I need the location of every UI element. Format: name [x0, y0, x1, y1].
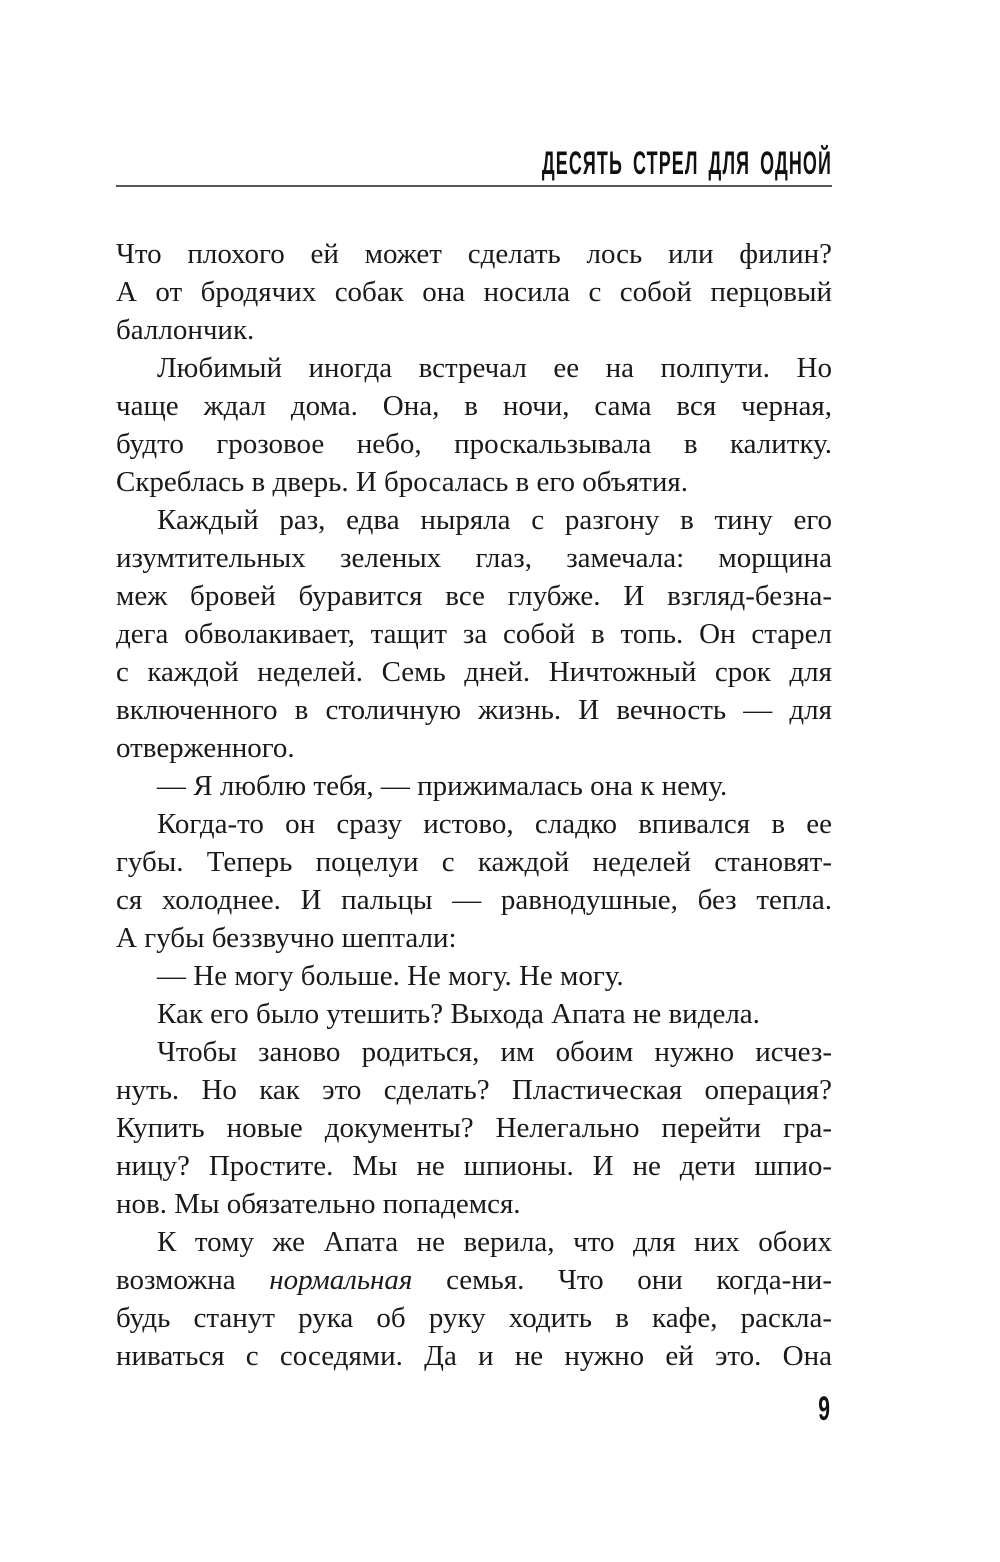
text-line — [116, 425, 832, 463]
text-segment: нуть. Но как это сделать? Пластическая операция? — [116, 1074, 832, 1106]
paragraph — [116, 501, 832, 767]
text-line — [116, 691, 832, 729]
text-segment: баллончик. — [116, 314, 255, 346]
text-segment: дега обволакивает, тащит за собой в топь. Он старел — [116, 618, 832, 650]
text-line — [116, 387, 832, 425]
italic-text: нормальная — [269, 1264, 413, 1296]
paragraph — [116, 767, 832, 805]
text-line — [116, 577, 832, 615]
text-segment: будто грозовое небо, проскальзывала в калитку. — [116, 428, 832, 460]
text-segment: отверженного. — [116, 732, 295, 764]
text-segment: с каждой неделей. Семь дней. Ничтожный срок для — [116, 656, 832, 688]
text-line — [116, 349, 832, 387]
text-line — [116, 1033, 832, 1071]
text-segment: Скреблась в дверь. И бросалась в его объятия. — [116, 466, 688, 498]
text-line — [116, 1147, 832, 1185]
text-segment: К тому же Апата не верила, что для них обоих — [157, 1226, 832, 1258]
text-line — [116, 501, 832, 539]
text-segment: — Я люблю тебя, — прижималась она к нему. — [157, 770, 728, 802]
page-number: 9 — [818, 1390, 830, 1428]
text-segment: ся холоднее. И пальцы — равнодушные, без тепла. — [116, 884, 832, 916]
text-line — [116, 729, 832, 767]
text-segment: А от бродячих собак она носила с собой перцовый — [116, 276, 832, 308]
text-segment: Купить новые документы? Нелегально перейти гра- — [116, 1112, 832, 1144]
paragraph — [116, 1033, 832, 1223]
text-segment: А губы беззвучно шептали: — [116, 922, 457, 954]
text-line — [116, 539, 832, 577]
text-segment: будь станут рука об руку ходить в кафе, раскла- — [116, 1302, 832, 1334]
text-segment: Чтобы заново родиться, им обоим нужно исчез- — [157, 1036, 832, 1068]
text-line — [116, 957, 832, 995]
text-line — [116, 1337, 832, 1375]
text-segment: чаще ждал дома. Она, в ночи, сама вся черная, — [116, 390, 832, 422]
text-segment: изумтительных зеленых глаз, замечала: морщина — [116, 542, 832, 574]
text-line — [116, 1299, 832, 1337]
paragraph — [116, 957, 832, 995]
paragraph — [116, 1223, 832, 1375]
text-line — [116, 1261, 832, 1299]
text-segment: Что плохого ей может сделать лось или филин? — [116, 238, 832, 270]
text-segment: ниваться с соседями. Да и не нужно ей это. Она — [116, 1340, 832, 1372]
text-line — [116, 235, 832, 273]
text-line — [116, 1071, 832, 1109]
text-line — [116, 919, 832, 957]
text-line — [116, 1223, 832, 1261]
text-line — [116, 273, 832, 311]
text-segment: Когда-то он сразу истово, сладко впивался в ее — [157, 808, 832, 840]
text-line — [116, 995, 832, 1033]
text-segment: ницу? Простите. Мы не шпионы. И не дети шпио- — [116, 1150, 832, 1182]
text-line — [116, 463, 832, 501]
running-header-title: ДЕСЯТЬ СТРЕЛ ДЛЯ ОДНОЙ — [541, 145, 832, 181]
text-segment: Каждый раз, едва ныряла с разгону в тину его — [157, 504, 832, 536]
paragraph — [116, 995, 832, 1033]
text-segment: семья. Что они когда-ни- — [412, 1264, 832, 1296]
text-line — [116, 311, 832, 349]
text-segment: включенного в столичную жизнь. И вечность — для — [116, 694, 832, 726]
text-segment: — Не могу больше. Не могу. Не могу. — [157, 960, 624, 992]
text-segment: возможна — [116, 1264, 270, 1296]
text-segment: Любимый иногда встречал ее на полпути. Но — [157, 352, 832, 384]
text-line — [116, 615, 832, 653]
text-segment: меж бровей буравится все глубже. И взгляд-безна- — [116, 580, 832, 612]
text-line — [116, 805, 832, 843]
text-line — [116, 767, 832, 805]
paragraph — [116, 349, 832, 501]
text-line — [116, 843, 832, 881]
text-line — [116, 1109, 832, 1147]
paragraph — [116, 805, 832, 957]
text-line — [116, 1185, 832, 1223]
text-segment: нов. Мы обязательно попадемся. — [116, 1188, 521, 1220]
text-block — [116, 235, 832, 1375]
text-line — [116, 881, 832, 919]
text-segment: губы. Теперь поцелуи с каждой неделей становят- — [116, 846, 832, 878]
paragraph — [116, 235, 832, 349]
text-line — [116, 653, 832, 691]
header-rule — [116, 185, 832, 187]
text-segment: Как его было утешить? Выхода Апата не видела. — [157, 998, 760, 1030]
